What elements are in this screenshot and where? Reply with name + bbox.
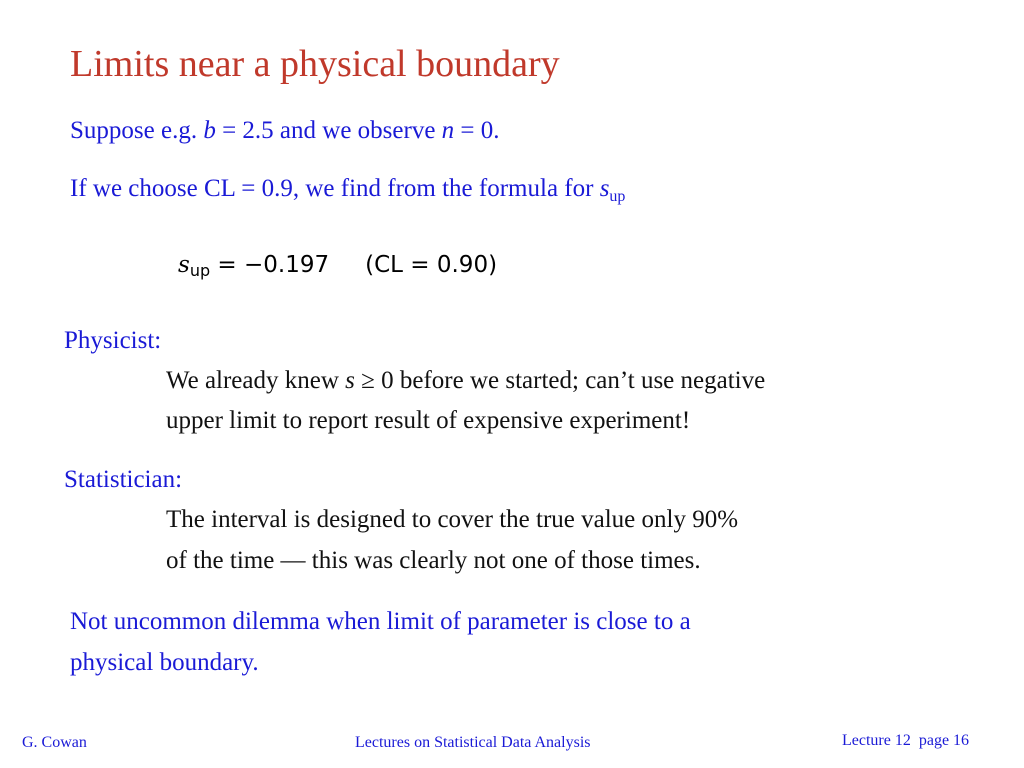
intro-line-2-text: If we choose CL = 0.9, we find from the formula for [70,175,600,202]
physicist-line-2: upper limit to report result of expensive experiment! [166,407,691,434]
intro-line-1-mid: = 2.5 and we observe [215,117,442,144]
var-s-subscript: up [609,188,626,205]
statistician-label: Statistician: [64,466,183,493]
intro-line-1-prefix: Suppose e.g. [70,117,204,144]
intro-line-1 [70,118,500,143]
formula-subscript: up [189,261,211,280]
physicist-line-1 [166,368,765,393]
upper-limit-formula [178,252,497,280]
footer-course: Lectures on Statistical Data Analysis [355,734,591,751]
formula-rhs: = −0.197 [210,252,330,278]
physicist-line-1-suffix: ≥ 0 before we started; can’t use negative [354,367,766,394]
footer-page: Lecture 12 page 16 [842,732,970,749]
physicist-var-s: s [345,367,355,394]
footer-author: G. Cowan [22,734,87,751]
conclusion-line-1: Not uncommon dilemma when limit of parameter is close to a [70,608,691,635]
var-b: b [203,117,216,144]
statistician-line-2: of the time — this was clearly not one of those times. [166,547,701,574]
var-s: s [599,175,610,202]
formula-var: s [178,252,190,278]
intro-line-2 [70,175,626,205]
slide-title: Limits near a physical boundary [70,43,560,85]
physicist-line-1-prefix: We already knew [166,367,346,394]
intro-line-1-suffix: = 0. [454,117,500,144]
statistician-line-1: The interval is designed to cover the true value only 90% [166,506,739,533]
var-n: n [441,117,455,144]
conclusion-line-2: physical boundary. [70,649,259,676]
formula-cl: (CL = 0.90) [365,252,498,278]
physicist-label: Physicist: [64,327,162,354]
